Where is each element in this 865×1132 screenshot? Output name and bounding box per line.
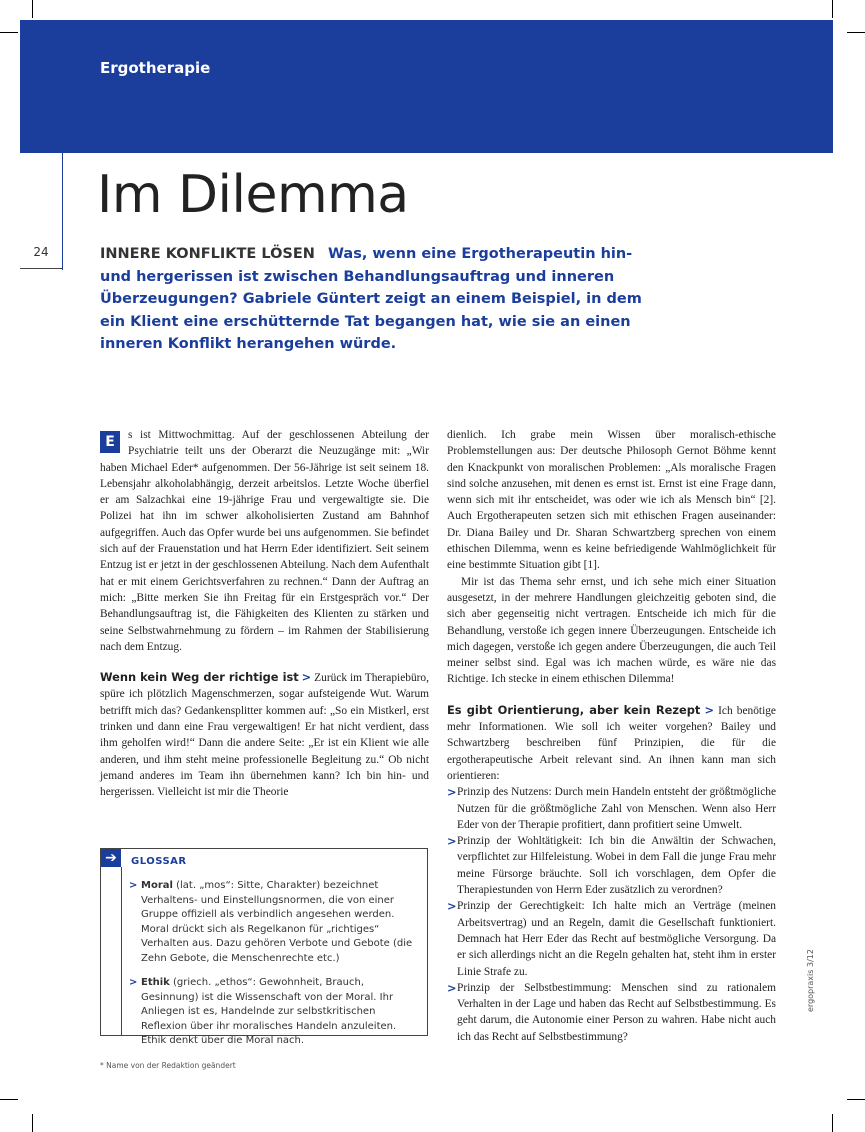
bullet-arrow-icon: >: [447, 980, 457, 995]
page-number: 24: [33, 245, 49, 259]
list-item-text: Prinzip der Gerechtigkeit: Ich halte mich an Verträge (meinen Arbeitsvertrag) und an Regeln, damit die Gesellschaft funktioniert. Demnach hat Herr Eder das Recht auf bestmögliche Versorgung. Da er sich allerdings nicht an die Regeln gehalten hat, steht ihm in erster Linie Strafe zu.: [457, 900, 776, 978]
journal-issue: ergopraxis 3/12: [806, 949, 815, 1012]
footnote: * Name von der Redaktion geändert: [100, 1061, 236, 1070]
subheading: Wenn kein Weg der richtige ist: [100, 670, 299, 685]
glossary-entry: [129, 976, 417, 1049]
bullet-arrow-icon: >: [447, 899, 457, 914]
lead-text: Was, wenn eine Ergotherapeutin hin- und hergerissen ist zwischen Behandlungsauftrag und inneren Überzeugungen? Gabriele Güntert zeigt an einem Beispiel, in dem ein Klient eine erschütternde Tat begangen hat, wie sie an einen inneren Konflikt herangehen würde.: [100, 246, 642, 353]
arrow-icon: >: [704, 702, 715, 717]
list-item: [447, 898, 776, 979]
article-title: Im Dilemma: [97, 165, 409, 225]
paragraph: [100, 669, 429, 800]
list-item-text: Prinzip der Wohltätigkeit: Ich bin die Anwältin der Schwachen, verpflichtet zur Hilfeleistung. Wobei in dem Fall die junge Frau mehr meine Fürsorge bräuchte. Soll ich vorschlagen, dem Opfer die Therapiestunden von Herrn Eder zusätzlich zu verordnen?: [457, 835, 776, 897]
list-item-text: Prinzip der Selbstbestimmung: Menschen sind zu rationalem Verhalten in der Lage und haben das Recht auf Selbstbestimmung. Es geht darum, die Autonomie einer Person zu wahren. Habe nicht auch ich das Recht auf Selbstbestimmung?: [457, 981, 776, 1043]
crop-mark: [847, 1099, 865, 1100]
crop-mark: [832, 0, 833, 18]
crop-mark: [32, 0, 33, 18]
glossary-body: [129, 879, 417, 1059]
arrow-right-icon: ➔: [101, 849, 121, 867]
glossary-box: [100, 848, 428, 1046]
column-right: [447, 427, 776, 1045]
arrow-icon: >: [301, 670, 312, 685]
glossary-rule: [121, 867, 122, 1035]
list-item: [447, 980, 776, 1045]
paragraph: [100, 427, 429, 655]
glossary-term: Ethik: [141, 977, 170, 988]
principles-list: [447, 784, 776, 1045]
dropcap: E: [100, 431, 120, 453]
list-item-text: Prinzip des Nutzens: Durch mein Handeln entsteht der größtmögliche Nutzen für die größtmögliche Zahl von Menschen. Wenn also Herr Eder von der Therapie profitiert, dann profitiert seine Umwelt.: [457, 786, 776, 831]
paragraph: dienlich. Ich grabe mein Wissen über moralisch-ethische Problemstellungen aus: Der deutsche Philosoph Gernot Böhme kennt den Knackpunkt von moralischen Problemen: „Als moralische Fragen sind solche anzusehen, mit denen es ernst ist. Ernst ist eine Frage dann, wenn sich mit ihr entscheidet, was oder wie ich als Mensch bin“ [2]. Auch Ergotherapeuten setzen sich mit ethischen Fragen auseinander: Dr. Diana Bailey und Dr. Sharan Schwartzberg sprechen von einem ethischen Dilemma, wenn es keine befriedigende Wahlmöglichkeit für eine bestimmte Situation gibt [1].: [447, 429, 776, 572]
glossary-term: Moral: [141, 880, 173, 891]
glossary-title: GLOSSAR: [131, 856, 187, 867]
paragraph-text: s ist Mittwochmittag. Auf der geschlossenen Abteilung der Psychiatrie teilt uns der Oberarzt die Neuzugänge mit: „Wir haben Michael Eder* aufgenommen. Der 56-Jährige ist seit seinem 18. Lebensjahr alkoholabhängig, derzeit arbeitslos. Letzte Woche überfiel er am Salzachkai eine 19-jährige Frau und vergewaltigte sie. Die Polizei hat ihn im schwer alkoholisierten Zustand am Bahnhof aufgegriffen. Auch das Opfer wurde bei uns aufgenommen. Sie befindet sich auf der Frauenstation und hat Herrn Eder identifiziert. Seit seinem Entzug ist er jetzt in der geschlossenen Abteilung. Nach dem Aufenthalt hat er mit einem Gerichtsverfahren zu rechnen.“ Dann der Auftrag an mich: „Bitte merken Sie ihn Freitag für ein Erstgespräch vor.“ Der Behandlungsauftrag ist, die Fähigkeiten des Klienten zu stärken und seine Selbstwahrnehmung zu fördern – im Rahmen der Stabilisierung nach dem Entzug.: [100, 429, 429, 653]
subheading: Es gibt Orientierung, aber kein Rezept: [447, 702, 701, 717]
paragraph: Mir ist das Thema sehr ernst, und ich sehe mich einer Situation ausgesetzt, in der mehrere Handlungen gleichzeitig geboten sind, die sich aber gegenseitig nicht vertragen. Entscheide ich mich für die Behandlung, verstoße ich gegen innere Überzeugungen. Entscheide ich mich dagegen, verstoße ich gegen andere Überzeugungen, die auch Teil meiner selbst sind. Egal was ich machen würde, es wäre nie das Richtige. Ich stecke in einem ethischen Dilemma!: [447, 575, 776, 686]
bullet-arrow-icon: >: [447, 785, 457, 800]
crop-mark: [0, 32, 18, 33]
glossary-definition: (lat. „mos“: Sitte, Charakter) bezeichnet Verhaltens- und Einstellungsnormen, die von einer Gruppe offiziell als verbindlich angesehen werden. Moral drückt sich als Regelkanon für „richtiges“ Verhalten aus. Dazu gehören Verbote und Gebote (die Zehn Gebote, die Menschenrechte etc.): [141, 880, 413, 964]
section-label: Ergotherapie: [100, 59, 211, 77]
glossary-definition: (griech. „ethos“: Gewohnheit, Brauch, Gesinnung) ist die Wissenschaft von der Moral. Ihr Anliegen ist es, Handelnde zur selbstkritischen Reflexion über ihr moralisches Handeln anzuleiten. Ethik denkt über die Moral nach.: [141, 977, 397, 1046]
glossary-entry: [129, 879, 417, 966]
bullet-arrow-icon: >: [129, 880, 138, 891]
crop-mark: [32, 1114, 33, 1132]
paragraph-text: Ich benötige mehr Informationen. Wie soll ich weiter vorgehen? Bailey und Schwartzberg beschreiben fünf Prinzipien, die für die ergotherapeutische Arbeit relevant sind. An ihnen kann man sich orientieren:: [447, 704, 776, 782]
bullet-arrow-icon: >: [447, 834, 457, 849]
article-lead: [100, 243, 660, 356]
bullet-arrow-icon: >: [129, 977, 138, 988]
header-band: [20, 20, 833, 153]
crop-mark: [847, 32, 865, 33]
page-number-rule: [20, 268, 62, 269]
crop-mark: [832, 1114, 833, 1132]
list-item: [447, 833, 776, 898]
list-item: [447, 784, 776, 833]
margin-rule: [62, 20, 63, 270]
column-left: [100, 427, 429, 801]
crop-mark: [0, 1099, 18, 1100]
paragraph-text: Zurück im Therapiebüro, spüre ich plötzlich Magenschmerzen, sogar aufsteigende Wut. Warum betrifft mich das? Gedankensplitter kommen auf: „So ein Mistkerl, erst trinken und dann eine Frau vergewaltigen! Er hat nicht verdient, dass ihm geholfen wird!“ Dann die andere Seite: „Er ist ein Klient wie alle anderen, und ihm steht meine professionelle Begleitung zu.“ Ob nicht jemand anderes im Team ihn übernehmen kann? Ich bin hin- und hergerissen. Vielleicht ist mir die Theorie: [100, 672, 429, 799]
paragraph: [447, 702, 776, 784]
lead-kicker: INNERE KONFLIKTE LÖSEN: [100, 246, 315, 262]
